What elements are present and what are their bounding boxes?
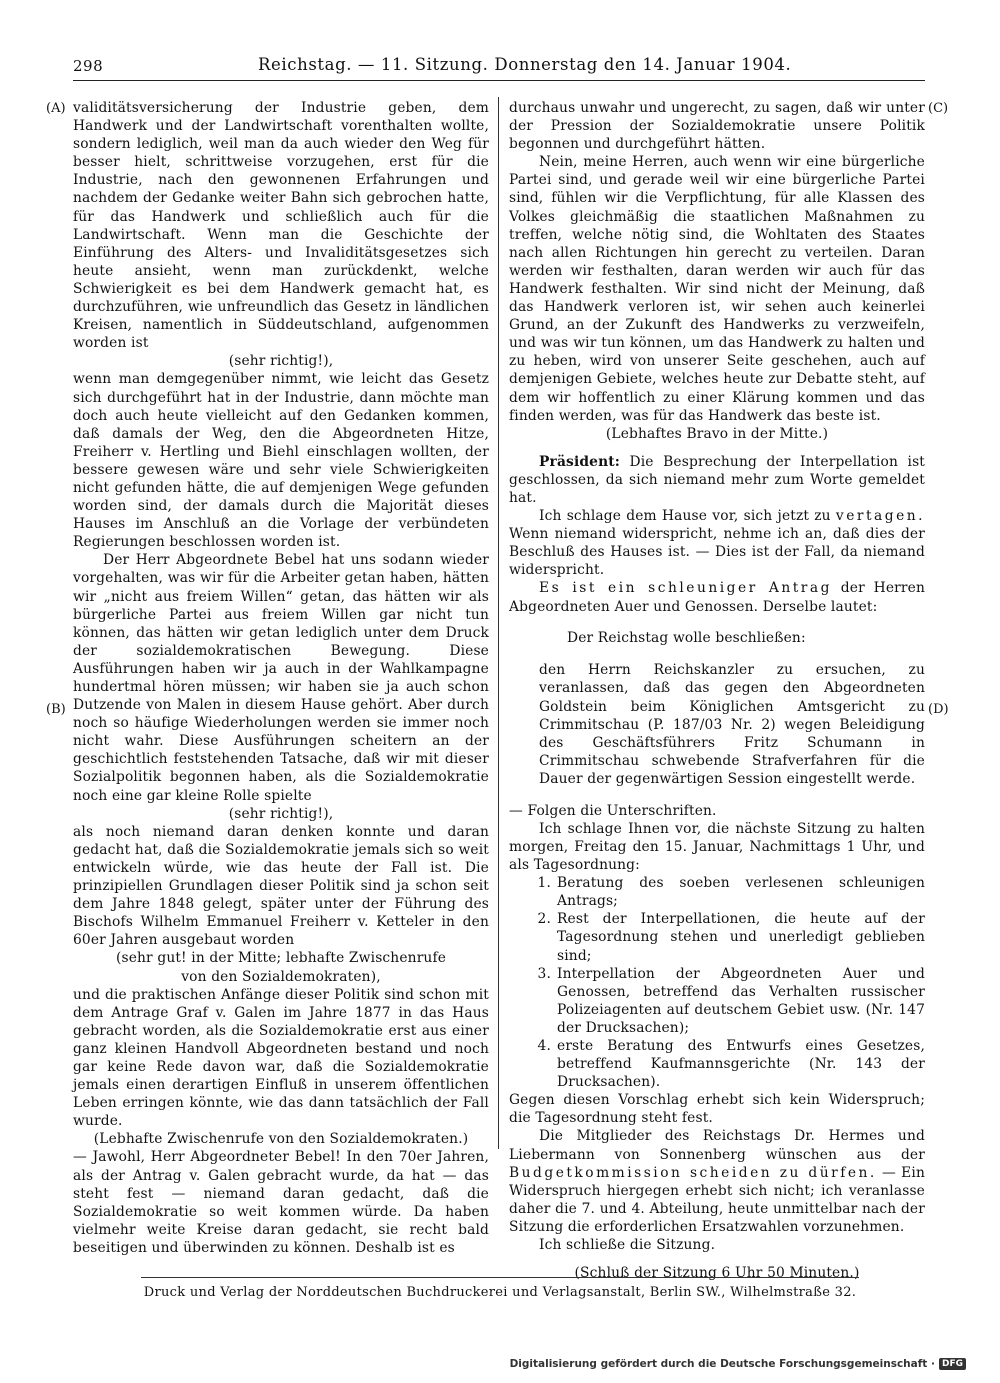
paragraph bbox=[509, 1127, 925, 1236]
motion-heading: Der Reichstag wolle beschließen: bbox=[567, 630, 806, 647]
text-span: Ich schlage dem Hause vor, sich jetzt zu bbox=[539, 508, 836, 525]
agenda-number: 4. bbox=[537, 1037, 551, 1054]
running-header: Reichstag. — 11. Sitzung. Donnerstag den 14. Januar 1904. bbox=[258, 55, 792, 74]
agenda-number: 2. bbox=[537, 911, 551, 928]
paragraph bbox=[509, 507, 925, 579]
margin-marker-a: (A) bbox=[46, 101, 66, 116]
speech-text: Die Besprechung der Interpellation ist geschlossen, da sich niemand mehr zum Worte gemeldet hat. bbox=[509, 453, 925, 506]
footer-rule bbox=[141, 1277, 859, 1278]
interjection: (Lebhafte Zwischenrufe von den Sozialdemokraten.) bbox=[93, 1131, 469, 1148]
agenda-number: 3. bbox=[537, 965, 551, 982]
interjection: (sehr richtig!), bbox=[228, 805, 334, 822]
paragraph: — Jawohl, Herr Abgeordneter Bebel! In den 70er Jahren, als der Antrag v. Galen gebracht wurde, da hat — das steht fest — niemand daran gedacht, daß die Sozialdemokratie so weit kommen würde. Da haben vielmehr weite Kreise daran gedacht, sie recht bald beseitigen und überwinden zu können. Deshalb ist es bbox=[73, 1149, 489, 1256]
paragraph: durchaus unwahr und ungerecht, zu sagen, daß wir unter der Pression der Sozialdemokratie unsere Politik begonnen und durchgeführt hätten. bbox=[509, 100, 925, 153]
text-span: Die Mitglieder des Reichstags Dr. Hermes und Liebermann von Sonnenberg wünschen aus der bbox=[509, 1128, 925, 1163]
agenda-text: Beratung des soeben verlesenen schleunigen Antrags; bbox=[557, 875, 925, 910]
paragraph: Ich schlage Ihnen vor, die nächste Sitzung zu halten morgen, Freitag den 15. Januar, Nachmittags 1 Uhr, und als Tagesordnung: bbox=[509, 820, 925, 874]
margin-marker-c: (C) bbox=[928, 101, 949, 116]
left-column bbox=[73, 99, 489, 1257]
paragraph: Ich schließe die Sitzung. bbox=[539, 1237, 716, 1254]
speaker-label: Präsident: bbox=[539, 453, 621, 470]
page-number: 298 bbox=[73, 57, 104, 75]
paragraph: validitätsversicherung der Industrie geben, dem Handwerk und der Landwirtschaft vorenthalten wollte, sondern lediglich, weil man da auch wieder den Weg für besser hielt, schrittweise vorzugehen, erst für die Industrie, nach den gewonnenen Erfahrungen und nachdem der Gedanke weiter Bahn sich gebrochen hatte, für das Handwerk und schließlich auch für die Landwirtschaft. Wenn man die Geschichte der Einführung des Alters- und Invaliditätsgesetzes sich heute ansieht, wenn man zurückdenkt, welche Schwierigkeit es bei dem Handwerk gemacht hat, es durchzuführen, wie unfreundlich das Gesetz in ländlichen Kreisen, namentlich in Süddeutschland, aufgenommen worden ist bbox=[73, 100, 489, 352]
paragraph: — Folgen die Unterschriften. bbox=[509, 802, 717, 819]
interjection: (sehr richtig!), bbox=[228, 353, 334, 370]
spacer bbox=[509, 1254, 925, 1264]
header-rule bbox=[73, 80, 925, 81]
agenda-item bbox=[509, 1037, 925, 1091]
margin-marker-d: (D) bbox=[928, 702, 949, 717]
paragraph: Nein, meine Herren, auch wenn wir eine bürgerliche Partei sind, und gerade weil wir eine bürgerliche Partei sind, fühlen wir die Verpflichtung, für alle Klassen des Volkes gleichmäßig die staatlichen Maßnahmen zu treffen, welche nötig sind, die Wohltaten des Staates nach allen Richtungen hin gerecht zu verteilen. Daran werden wir festhalten, daran werden wir auch für das Handwerk festhalten. Wir sind nicht der Meinung, daß das Handwerk verloren ist, wir sehen auch keinerlei Grund, an der Zukunft des Handwerks zu verzweifeln, und was wir tun können, um das Handwerk zu halten und zu heben, wird von unserer Seite geschehen, auch auf demjenigen Gebiete, welches heute zur Debatte steht, auf dem wir hoffentlich zu einer Klärung kommen und das finden werden, was für das Handwerk das beste ist. bbox=[509, 154, 925, 424]
margin-marker-b: (B) bbox=[46, 702, 66, 717]
agenda-item bbox=[509, 910, 925, 964]
dfg-logo: DFG bbox=[939, 1358, 966, 1370]
credit-text: Digitalisierung gefördert durch die Deutsche Forschungsgemeinschaft · bbox=[509, 1358, 935, 1370]
digitization-credit bbox=[510, 1358, 966, 1370]
paragraph: wenn man demgegenüber nimmt, wie leicht das Gesetz sich durchgeführt hat in der Industrie, dann möchte man doch auch heute vielleicht auf den Gedanken kommen, daß damals der Weg, den die Abgeordneten Hitze, Freiherr v. Hertling und Biehl einschlagen wollten, der bessere gewesen wäre und sehr viele Schwierigkeiten nicht gefunden hätte, die auf demjenigen Wege gefunden worden sind, der damals durch die Majorität dieses Hauses im Anschluß an die Vorlage der verbündeten Regierungen beschlossen worden ist. bbox=[73, 371, 489, 551]
column-divider bbox=[498, 97, 499, 1149]
interjection: von den Sozialdemokraten), bbox=[181, 968, 381, 985]
imprint: Druck und Verlag der Norddeutschen Buchdruckerei und Verlagsanstalt, Berlin SW., Wilhelmstraße 32. bbox=[143, 1285, 857, 1300]
motion-text: den Herrn Reichskanzler zu ersuchen, zu veranlassen, daß das gegen den Abgeordneten Goldstein beim Königlichen Amtsgericht zu Crimmitschau (P. 187/03 Nr. 2) wegen Beleidigung des Geschäftsführers Fritz Schumann in Crimmitschau schwebende Strafverfahren für die Dauer der gegenwärtigen Session eingestellt werde. bbox=[539, 662, 925, 787]
agenda-text: erste Beratung des Entwurfs eines Gesetzes, betreffend Kaufmannsgerichte (Nr. 143 der Drucksachen). bbox=[557, 1037, 925, 1091]
agenda-text: Rest der Interpellationen, die heute auf der Tagesordnung stehen und unerledigt geblieben sind; bbox=[557, 911, 925, 964]
paragraph bbox=[509, 579, 925, 615]
paragraph: und die praktischen Anfänge dieser Politik sind schon mit dem Antrage Graf v. Galen im Jahre 1877 in das Haus gebracht worden, als die Sozialdemokratie erst aus einer ganz kleinen Handvoll Abgeordneten bestand und noch gar keine Rede davon war, daß die Sozialdemokratie jemals einen derartigen Einfluß in unserem öffentlichen Leben erringen könnte, wie das dann tatsächlich der Fall wurde. bbox=[73, 986, 489, 1130]
agenda-number: 1. bbox=[537, 875, 551, 892]
paragraph: Gegen diesen Vorschlag erhebt sich kein Widerspruch; die Tagesordnung steht fest. bbox=[509, 1092, 925, 1127]
text-span: — Ein Widerspruch hiergegen erhebt sich nicht; ich veranlasse daher die 7. und 4. Abteilung, heute unmittelbar nach der Sitzung die erforderlichen Ersatzwahlen vorzunehmen. bbox=[509, 1164, 926, 1235]
interjection: (sehr gut! in der Mitte; lebhafte Zwischenrufe bbox=[115, 950, 447, 967]
right-column bbox=[509, 99, 925, 1282]
paragraph: als noch niemand daran denken konnte und daran gedacht hat, daß die Sozialdemokratie jemals sich so weit entwickeln würde, wie das heute der Fall ist. Die prinzipiellen Grundlagen dieser Politik sind ja schon seit dem Jahre 1848 gelegt, später unter der Führung des Bischofs Wilhelm Emmanuel Freiherr v. Ketteler in den 60er Jahren ausgebaut worden bbox=[73, 823, 489, 949]
agenda-item bbox=[509, 874, 925, 910]
spacer bbox=[509, 443, 925, 453]
paragraph: Der Herr Abgeordnete Bebel hat uns sodann wieder vorgehalten, was wir für die Arbeiter getan haben, hätten wir „nicht aus freiem Willen“ getan, das hätten wir als bürgerliche Partei aus freiem Willen gar nicht tun können, das hätten wir getan lediglich unter dem Druck der sozialdemokratischen Bewegung. Diese Ausführungen haben wir ja auch in der Wahlkampagne hundertmal hören müssen; wir haben sie ja auch schon Dutzende von Malen in diesem Hause gehört. Aber durch noch so häufige Wiederholungen werden sie immer noch nicht wahr. Diese Ausführungen scheitern an der geschichtlich feststehenden Tatsache, daß wir mit dieser Sozialpolitik begonnen haben, als die Sozialdemokratie noch eine gar kleine Rolle spielte bbox=[73, 552, 489, 804]
session-end-note: (Schluß der Sitzung 6 Uhr 50 Minuten.) bbox=[574, 1265, 860, 1282]
emphasis: Budgetkommission scheiden zu dürfen. bbox=[509, 1164, 877, 1181]
agenda-text: Interpellation der Abgeordneten Auer und Genossen, betreffend das Verhalten russischer Polizeiagenten auf deutschem Gebiet usw. (Nr. 147 der Drucksachen); bbox=[557, 965, 925, 1036]
interjection: (Lebhaftes Bravo in der Mitte.) bbox=[605, 425, 829, 442]
emphasis: Es ist ein schleuniger Antrag bbox=[539, 580, 832, 597]
emphasis: vertagen. bbox=[835, 508, 925, 525]
text-span: Wenn niemand widerspricht, nehme ich an, daß dies der Beschluß des Hauses ist. — Dies ist der Fall, da niemand widerspricht. bbox=[509, 526, 925, 579]
president-paragraph bbox=[509, 453, 925, 507]
text-span: der Herren Abgeordneten Auer und Genossen. Derselbe lautet: bbox=[509, 580, 926, 615]
agenda-item bbox=[509, 965, 925, 1037]
